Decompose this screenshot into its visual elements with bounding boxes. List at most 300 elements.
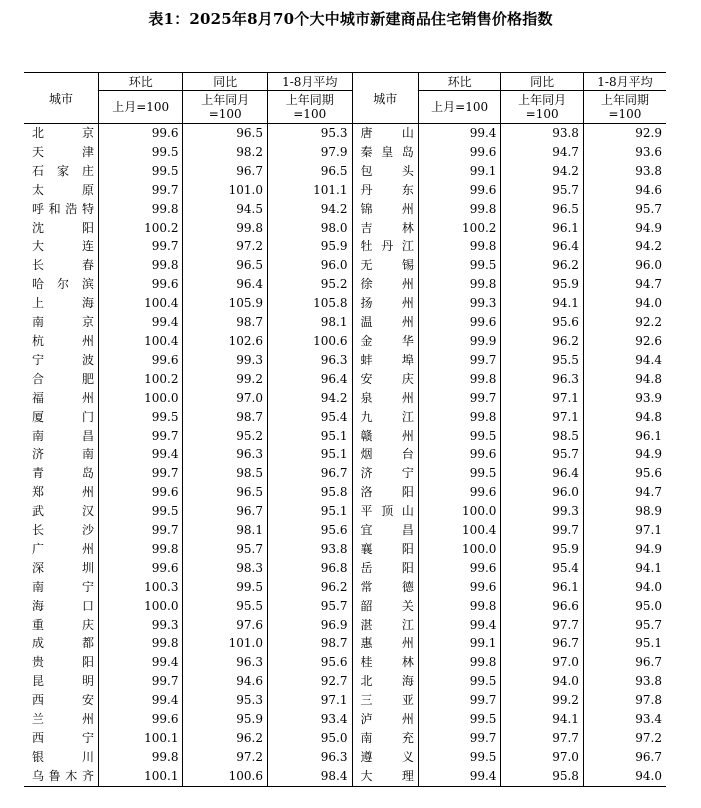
mom-value: 99.6: [98, 351, 183, 370]
yoy-value: 105.9: [183, 294, 268, 313]
table-row: [24, 483, 666, 502]
avg-value: 94.9: [583, 445, 666, 464]
mom-value: 99.8: [418, 597, 501, 616]
avg-value: 96.0: [267, 256, 352, 275]
mom-value: 99.5: [418, 672, 501, 691]
avg-value: 96.8: [267, 559, 352, 578]
mom-value: 99.3: [418, 294, 501, 313]
table-row: [24, 408, 666, 427]
yoy-value: 95.5: [183, 597, 268, 616]
city-name: 平顶山: [352, 502, 418, 521]
city-name: 宜昌: [352, 521, 418, 540]
yoy-value: 97.7: [501, 616, 584, 635]
mom-value: 99.7: [98, 181, 183, 200]
avg-value: 94.6: [583, 181, 666, 200]
table-row: [24, 237, 666, 256]
yoy-value: 96.3: [501, 370, 584, 389]
city-name: 沈阳: [32, 220, 94, 235]
yoy-subheader: 上年同月 =100: [183, 91, 268, 124]
city-name: 合肥: [32, 371, 94, 386]
city-name: 西安: [32, 693, 94, 708]
city-name: 秦皇岛: [352, 143, 418, 162]
table-row: [24, 143, 666, 162]
avg-value: 98.0: [267, 219, 352, 238]
yoy-value: 96.5: [183, 124, 268, 143]
city-name: 宁波: [32, 352, 94, 367]
mom-value: 99.7: [418, 691, 501, 710]
city-name: 天津: [32, 144, 94, 159]
mom-value: 100.3: [98, 578, 183, 597]
city-name: 牡丹江: [352, 237, 418, 256]
yoy-value: 95.6: [501, 313, 584, 332]
city-name: 青岛: [32, 466, 94, 481]
city-name: 南充: [352, 729, 418, 748]
avg-value: 94.7: [583, 275, 666, 294]
mom-value: 99.8: [98, 748, 183, 767]
mom-value: 100.2: [98, 370, 183, 389]
mom-value: 99.5: [418, 464, 501, 483]
mom-value: 99.4: [418, 767, 501, 786]
city-name: 贵阳: [32, 655, 94, 670]
mom-value: 100.4: [418, 521, 501, 540]
mom-value: 100.0: [418, 540, 501, 559]
city-name: 南京: [32, 315, 94, 330]
mom-value: 99.6: [98, 124, 183, 143]
table-row: [24, 294, 666, 313]
table-row: [24, 710, 666, 729]
yoy-value: 96.5: [183, 256, 268, 275]
avg-value: 95.1: [583, 634, 666, 653]
mom-value: 99.6: [418, 313, 501, 332]
yoy-value: 95.8: [501, 767, 584, 786]
mom-value: 99.7: [418, 351, 501, 370]
avg-value: 92.7: [267, 672, 352, 691]
avg-value: 98.9: [583, 502, 666, 521]
city-name: 北京: [32, 126, 94, 140]
mom-value: 99.7: [418, 389, 501, 408]
city-name: 上海: [32, 296, 94, 311]
avg-value: 95.7: [267, 597, 352, 616]
city-name: 大连: [32, 239, 94, 254]
table-row: [24, 464, 666, 483]
avg-value: 98.1: [267, 313, 352, 332]
mom-value: 99.3: [98, 616, 183, 635]
city-name: 无锡: [352, 256, 418, 275]
city-name: 三亚: [352, 691, 418, 710]
city-name: 深圳: [32, 560, 94, 575]
mom-value: 99.8: [98, 634, 183, 653]
avg-value: 95.1: [267, 502, 352, 521]
yoy-value: 97.6: [183, 616, 268, 635]
city-name: 武汉: [32, 504, 94, 519]
mom-value: 100.0: [418, 502, 501, 521]
yoy-value: 99.7: [501, 521, 584, 540]
yoy-value: 94.1: [501, 710, 584, 729]
avg-value: 94.8: [583, 370, 666, 389]
avg-value: 93.4: [583, 710, 666, 729]
city-name: 常德: [352, 578, 418, 597]
yoy-value: 98.7: [183, 408, 268, 427]
city-name: 兰州: [32, 712, 94, 727]
avg-column-header: 1-8月平均: [583, 73, 666, 91]
yoy-value: 97.1: [501, 389, 584, 408]
mom-value: 99.7: [98, 672, 183, 691]
yoy-value: 95.2: [183, 427, 268, 446]
avg-value: 95.3: [267, 124, 352, 143]
avg-value: 94.0: [583, 578, 666, 597]
yoy-value: 97.2: [183, 237, 268, 256]
mom-value: 99.8: [418, 275, 501, 294]
yoy-value: 94.5: [183, 200, 268, 219]
mom-value: 99.6: [418, 559, 501, 578]
city-name: 长春: [32, 258, 94, 273]
avg-value: 96.5: [267, 162, 352, 181]
yoy-value: 94.0: [501, 672, 584, 691]
avg-value: 94.7: [583, 483, 666, 502]
yoy-value: 94.6: [183, 672, 268, 691]
yoy-value: 95.7: [501, 445, 584, 464]
city-name: 金华: [352, 332, 418, 351]
yoy-value: 99.3: [183, 351, 268, 370]
yoy-value: 96.4: [501, 237, 584, 256]
avg-value: 96.7: [583, 748, 666, 767]
yoy-value: 99.8: [183, 219, 268, 238]
mom-value: 99.6: [418, 483, 501, 502]
yoy-value: 99.5: [183, 578, 268, 597]
city-name: 泉州: [352, 389, 418, 408]
table-row: [24, 332, 666, 351]
yoy-value: 98.3: [183, 559, 268, 578]
yoy-value: 101.0: [183, 634, 268, 653]
avg-value: 97.9: [267, 143, 352, 162]
avg-value: 93.8: [583, 162, 666, 181]
yoy-value: 96.6: [501, 597, 584, 616]
avg-value: 96.2: [267, 578, 352, 597]
yoy-value: 96.3: [183, 653, 268, 672]
mom-subheader: 上月=100: [98, 91, 183, 124]
avg-value: 96.7: [583, 653, 666, 672]
yoy-value: 94.1: [501, 294, 584, 313]
avg-value: 95.0: [583, 597, 666, 616]
avg-value: 95.6: [583, 464, 666, 483]
table-row: [24, 691, 666, 710]
yoy-value: 98.7: [183, 313, 268, 332]
yoy-value: 98.5: [183, 464, 268, 483]
avg-value: 96.1: [583, 427, 666, 446]
mom-value: 99.7: [98, 237, 183, 256]
mom-value: 99.5: [98, 143, 183, 162]
city-name: 郑州: [32, 485, 94, 500]
yoy-value: 96.2: [501, 256, 584, 275]
avg-value: 93.9: [583, 389, 666, 408]
avg-value: 96.0: [583, 256, 666, 275]
avg-column-header: 1-8月平均: [267, 73, 352, 91]
avg-value: 97.8: [583, 691, 666, 710]
city-name: 惠州: [352, 634, 418, 653]
city-name: 乌鲁木齐: [24, 767, 98, 786]
yoy-value: 96.1: [501, 219, 584, 238]
avg-value: 95.2: [267, 275, 352, 294]
yoy-value: 102.6: [183, 332, 268, 351]
mom-value: 99.8: [418, 200, 501, 219]
avg-value: 95.8: [267, 483, 352, 502]
mom-value: 99.7: [98, 427, 183, 446]
city-name: 温州: [352, 313, 418, 332]
avg-value: 94.2: [267, 389, 352, 408]
mom-value: 99.4: [98, 653, 183, 672]
avg-value: 94.2: [267, 200, 352, 219]
avg-value: 96.3: [267, 748, 352, 767]
city-name: 呼和浩特: [32, 201, 94, 216]
city-name: 成都: [32, 636, 94, 651]
yoy-value: 96.5: [183, 483, 268, 502]
table-row: [24, 256, 666, 275]
mom-value: 100.4: [98, 332, 183, 351]
yoy-column-header: 同比: [183, 73, 268, 91]
yoy-value: 99.2: [501, 691, 584, 710]
mom-value: 99.6: [98, 275, 183, 294]
yoy-value: 95.9: [501, 275, 584, 294]
city-name: 岳阳: [352, 559, 418, 578]
avg-value: 96.9: [267, 616, 352, 635]
city-name: 石家庄: [32, 163, 94, 178]
yoy-value: 96.2: [501, 332, 584, 351]
table-row: [24, 616, 666, 635]
yoy-value: 96.2: [183, 729, 268, 748]
yoy-value: 97.2: [183, 748, 268, 767]
city-name: 扬州: [352, 294, 418, 313]
table-row: [24, 748, 666, 767]
mom-value: 99.6: [98, 483, 183, 502]
mom-value: 99.6: [418, 445, 501, 464]
avg-value: 93.8: [583, 672, 666, 691]
yoy-value: 98.2: [183, 143, 268, 162]
yoy-value: 97.0: [501, 653, 584, 672]
table-row: [24, 634, 666, 653]
city-name: 重庆: [32, 617, 94, 632]
city-name: 大理: [352, 767, 418, 786]
city-name: 襄阳: [352, 540, 418, 559]
yoy-column-header: 同比: [501, 73, 584, 91]
yoy-value: 93.8: [501, 124, 584, 143]
table-row: [24, 313, 666, 332]
yoy-value: 96.4: [501, 464, 584, 483]
mom-value: 99.6: [98, 559, 183, 578]
avg-value: 92.6: [583, 332, 666, 351]
avg-value: 95.9: [267, 237, 352, 256]
mom-value: 99.7: [98, 521, 183, 540]
mom-column-header: 环比: [418, 73, 501, 91]
yoy-value: 98.5: [501, 427, 584, 446]
mom-value: 99.7: [418, 729, 501, 748]
mom-value: 100.0: [98, 597, 183, 616]
avg-value: 93.4: [267, 710, 352, 729]
mom-value: 100.1: [98, 729, 183, 748]
mom-value: 99.4: [98, 691, 183, 710]
avg-value: 95.4: [267, 408, 352, 427]
page-title: 表1：2025年8月70个大中城市新建商品住宅销售价格指数: [148, 10, 553, 28]
mom-value: 99.8: [418, 653, 501, 672]
city-name: 北海: [352, 672, 418, 691]
yoy-value: 99.2: [183, 370, 268, 389]
mom-value: 99.6: [418, 181, 501, 200]
mom-value: 99.6: [418, 143, 501, 162]
mom-value: 99.5: [418, 427, 501, 446]
yoy-value: 96.0: [501, 483, 584, 502]
mom-value: 99.4: [418, 616, 501, 635]
avg-value: 96.7: [267, 464, 352, 483]
table-row: [24, 162, 666, 181]
city-name: 烟台: [352, 445, 418, 464]
city-name: 南宁: [32, 579, 94, 594]
mom-value: 99.4: [98, 313, 183, 332]
city-name: 银川: [32, 749, 94, 764]
avg-value: 94.9: [583, 540, 666, 559]
table-row: [24, 427, 666, 446]
city-name: 洛阳: [352, 483, 418, 502]
city-name: 吉林: [352, 219, 418, 238]
city-name: 唐山: [352, 124, 418, 143]
city-name: 安庆: [352, 370, 418, 389]
mom-value: 99.5: [418, 710, 501, 729]
avg-value: 94.8: [583, 408, 666, 427]
yoy-value: 96.4: [183, 275, 268, 294]
mom-value: 100.2: [418, 219, 501, 238]
city-name: 徐州: [352, 275, 418, 294]
city-column-header: 城市: [352, 73, 418, 124]
table-row: [24, 559, 666, 578]
mom-value: 99.6: [98, 710, 183, 729]
yoy-value: 97.0: [501, 748, 584, 767]
yoy-value: 95.3: [183, 691, 268, 710]
table-row: [24, 502, 666, 521]
city-name: 蚌埠: [352, 351, 418, 370]
mom-value: 100.1: [98, 767, 183, 786]
city-name: 福州: [32, 390, 94, 405]
yoy-value: 96.7: [183, 162, 268, 181]
yoy-value: 95.5: [501, 351, 584, 370]
table-row: [24, 729, 666, 748]
city-name: 昆明: [32, 674, 94, 689]
city-name: 韶关: [352, 597, 418, 616]
yoy-value: 97.7: [501, 729, 584, 748]
yoy-value: 96.1: [501, 578, 584, 597]
avg-value: 94.1: [583, 559, 666, 578]
avg-subheader: 上年同期 =100: [583, 91, 666, 124]
avg-value: 95.6: [267, 653, 352, 672]
avg-value: 95.7: [583, 616, 666, 635]
mom-value: 99.8: [418, 237, 501, 256]
mom-value: 99.8: [98, 256, 183, 275]
price-index-table: [24, 72, 666, 787]
avg-value: 94.9: [583, 219, 666, 238]
mom-value: 99.1: [418, 162, 501, 181]
table-row: [24, 275, 666, 294]
yoy-value: 95.4: [501, 559, 584, 578]
mom-value: 99.8: [98, 200, 183, 219]
city-name: 锦州: [352, 200, 418, 219]
table-row: [24, 445, 666, 464]
city-name: 杭州: [32, 333, 94, 348]
mom-value: 99.1: [418, 634, 501, 653]
yoy-value: 97.1: [501, 408, 584, 427]
mom-value: 99.5: [418, 256, 501, 275]
mom-value: 99.5: [98, 502, 183, 521]
yoy-value: 96.7: [501, 634, 584, 653]
avg-value: 98.4: [267, 767, 352, 786]
avg-value: 95.7: [583, 200, 666, 219]
mom-value: 100.4: [98, 294, 183, 313]
city-name: 包头: [352, 162, 418, 181]
yoy-subheader: 上年同月 =100: [501, 91, 584, 124]
table-row: [24, 540, 666, 559]
city-name: 泸州: [352, 710, 418, 729]
table-row: [24, 653, 666, 672]
avg-value: 98.7: [267, 634, 352, 653]
avg-value: 97.1: [267, 691, 352, 710]
yoy-value: 98.1: [183, 521, 268, 540]
table-row: [24, 124, 666, 143]
table-row: [24, 521, 666, 540]
mom-value: 100.0: [98, 389, 183, 408]
avg-value: 93.6: [583, 143, 666, 162]
mom-value: 99.4: [98, 445, 183, 464]
mom-value: 99.7: [98, 464, 183, 483]
city-name: 济南: [32, 447, 94, 462]
city-name: 太原: [32, 182, 94, 197]
yoy-value: 95.7: [501, 181, 584, 200]
mom-value: 99.4: [418, 124, 501, 143]
avg-value: 97.1: [583, 521, 666, 540]
avg-value: 92.2: [583, 313, 666, 332]
avg-value: 94.0: [583, 294, 666, 313]
city-name: 桂林: [352, 653, 418, 672]
city-column-header: 城市: [24, 73, 98, 124]
table-row: [24, 578, 666, 597]
avg-subheader: 上年同期 =100: [267, 91, 352, 124]
avg-value: 96.4: [267, 370, 352, 389]
yoy-value: 101.0: [183, 181, 268, 200]
city-name: 哈尔滨: [32, 277, 94, 292]
mom-value: 99.8: [98, 540, 183, 559]
avg-value: 100.6: [267, 332, 352, 351]
yoy-value: 99.3: [501, 502, 584, 521]
mom-value: 99.6: [418, 578, 501, 597]
mom-value: 100.2: [98, 219, 183, 238]
table-row: [24, 370, 666, 389]
yoy-value: 94.7: [501, 143, 584, 162]
table-row: [24, 351, 666, 370]
mom-value: 99.9: [418, 332, 501, 351]
mom-value: 99.8: [418, 408, 501, 427]
city-name: 湛江: [352, 616, 418, 635]
avg-value: 95.6: [267, 521, 352, 540]
avg-value: 95.1: [267, 445, 352, 464]
mom-value: 99.5: [98, 162, 183, 181]
avg-value: 97.2: [583, 729, 666, 748]
table-row: [24, 219, 666, 238]
avg-value: 95.0: [267, 729, 352, 748]
avg-value: 93.8: [267, 540, 352, 559]
avg-value: 101.1: [267, 181, 352, 200]
avg-value: 94.2: [583, 237, 666, 256]
table-row: [24, 672, 666, 691]
table-row: [24, 181, 666, 200]
mom-column-header: 环比: [98, 73, 183, 91]
table-row: [24, 389, 666, 408]
yoy-value: 100.6: [183, 767, 268, 786]
mom-subheader: 上月=100: [418, 91, 501, 124]
